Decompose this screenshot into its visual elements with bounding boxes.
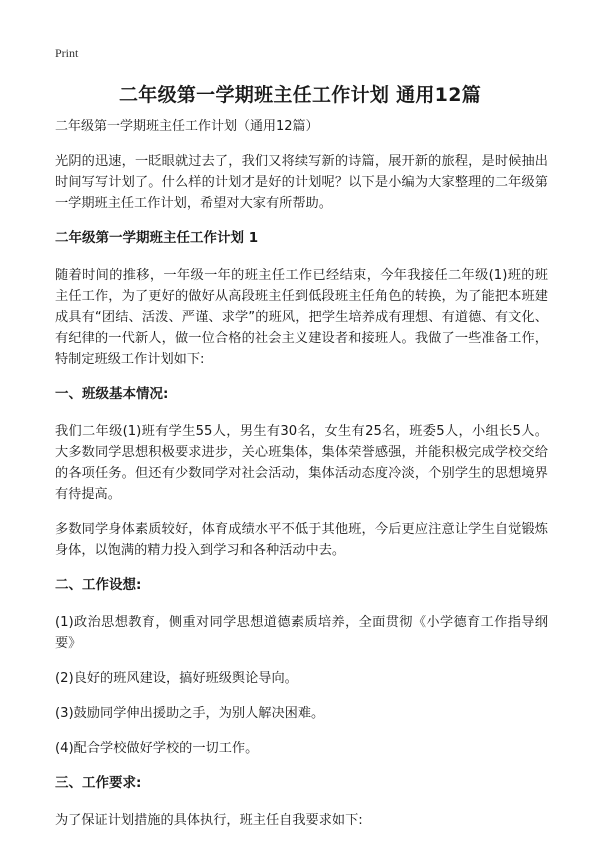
requirements-heading: 三、工作要求: [55, 775, 142, 791]
document-subtitle: 二年级第一学期班主任工作计划（通用12篇） [55, 119, 319, 134]
idea-item-4: (4)配合学校做好学校的一切工作。 [55, 741, 259, 756]
idea-item-2: (2)良好的班风建设，搞好班级舆论导向。 [55, 671, 298, 686]
page-title: 二年级第一学期班主任工作计划 通用12篇 [118, 84, 482, 106]
idea-item-1: (1)政治思想教育，侧重对同学思想道德素质培养，全面贯彻《小学德育工作指导纲要》 [55, 615, 548, 651]
document-body [55, 118, 548, 845]
section-paragraph: 随着时间的推移，一年级一年的班主任工作已经结束，今年我接任二年级(1)班的班主任工作，为了更好的做好从高段班主任到低段班主任角色的转换，为了能把本班建成具有“团结、活泼、严谨、求学”的班风，把学生培养成有理想、有道德、有文化、有纪律的一代新人，做一位合格的社会主义建设者和接班人。我做了一些准备工作，特制定班级工作计划如下: [55, 268, 548, 367]
ideas-heading: 二、工作设想: [55, 577, 142, 593]
section-heading: 二年级第一学期班主任工作计划 1 [55, 230, 259, 246]
intro-paragraph: 光阴的迅速，一眨眼就过去了，我们又将续写新的诗篇，展开新的旅程，是时候抽出时间写写计划了。什么样的计划才是好的计划呢？以下是小编为大家整理的二年级第一学期班主任工作计划，希望对大家有所帮助。 [55, 154, 548, 211]
class-info-paragraph-1: 我们二年级(1)班有学生55人，男生有30名，女生有25名，班委5人，小组长5人。大多数同学思想积极要求进步，关心班集体，集体荣誉感强，并能积极完成学校交给的各项任务。但还有少数同学对社会活动，集体活动态度冷淡，个别学生的思想境界有待提高。 [55, 424, 548, 502]
requirements-paragraph: 为了保证计划措施的具体执行，班主任自我要求如下: [55, 813, 363, 828]
print-link[interactable]: Print [55, 46, 79, 60]
class-info-paragraph-2: 多数同学身体素质较好，体育成绩水平不低于其他班，今后更应注意让学生自觉锻炼身体，以饱满的精力投入到学习和各种活动中去。 [55, 522, 548, 558]
idea-item-3: (3)鼓励同学伸出援助之手，为别人解决困难。 [55, 706, 325, 721]
class-info-heading: 一、班级基本情况: [55, 386, 169, 402]
